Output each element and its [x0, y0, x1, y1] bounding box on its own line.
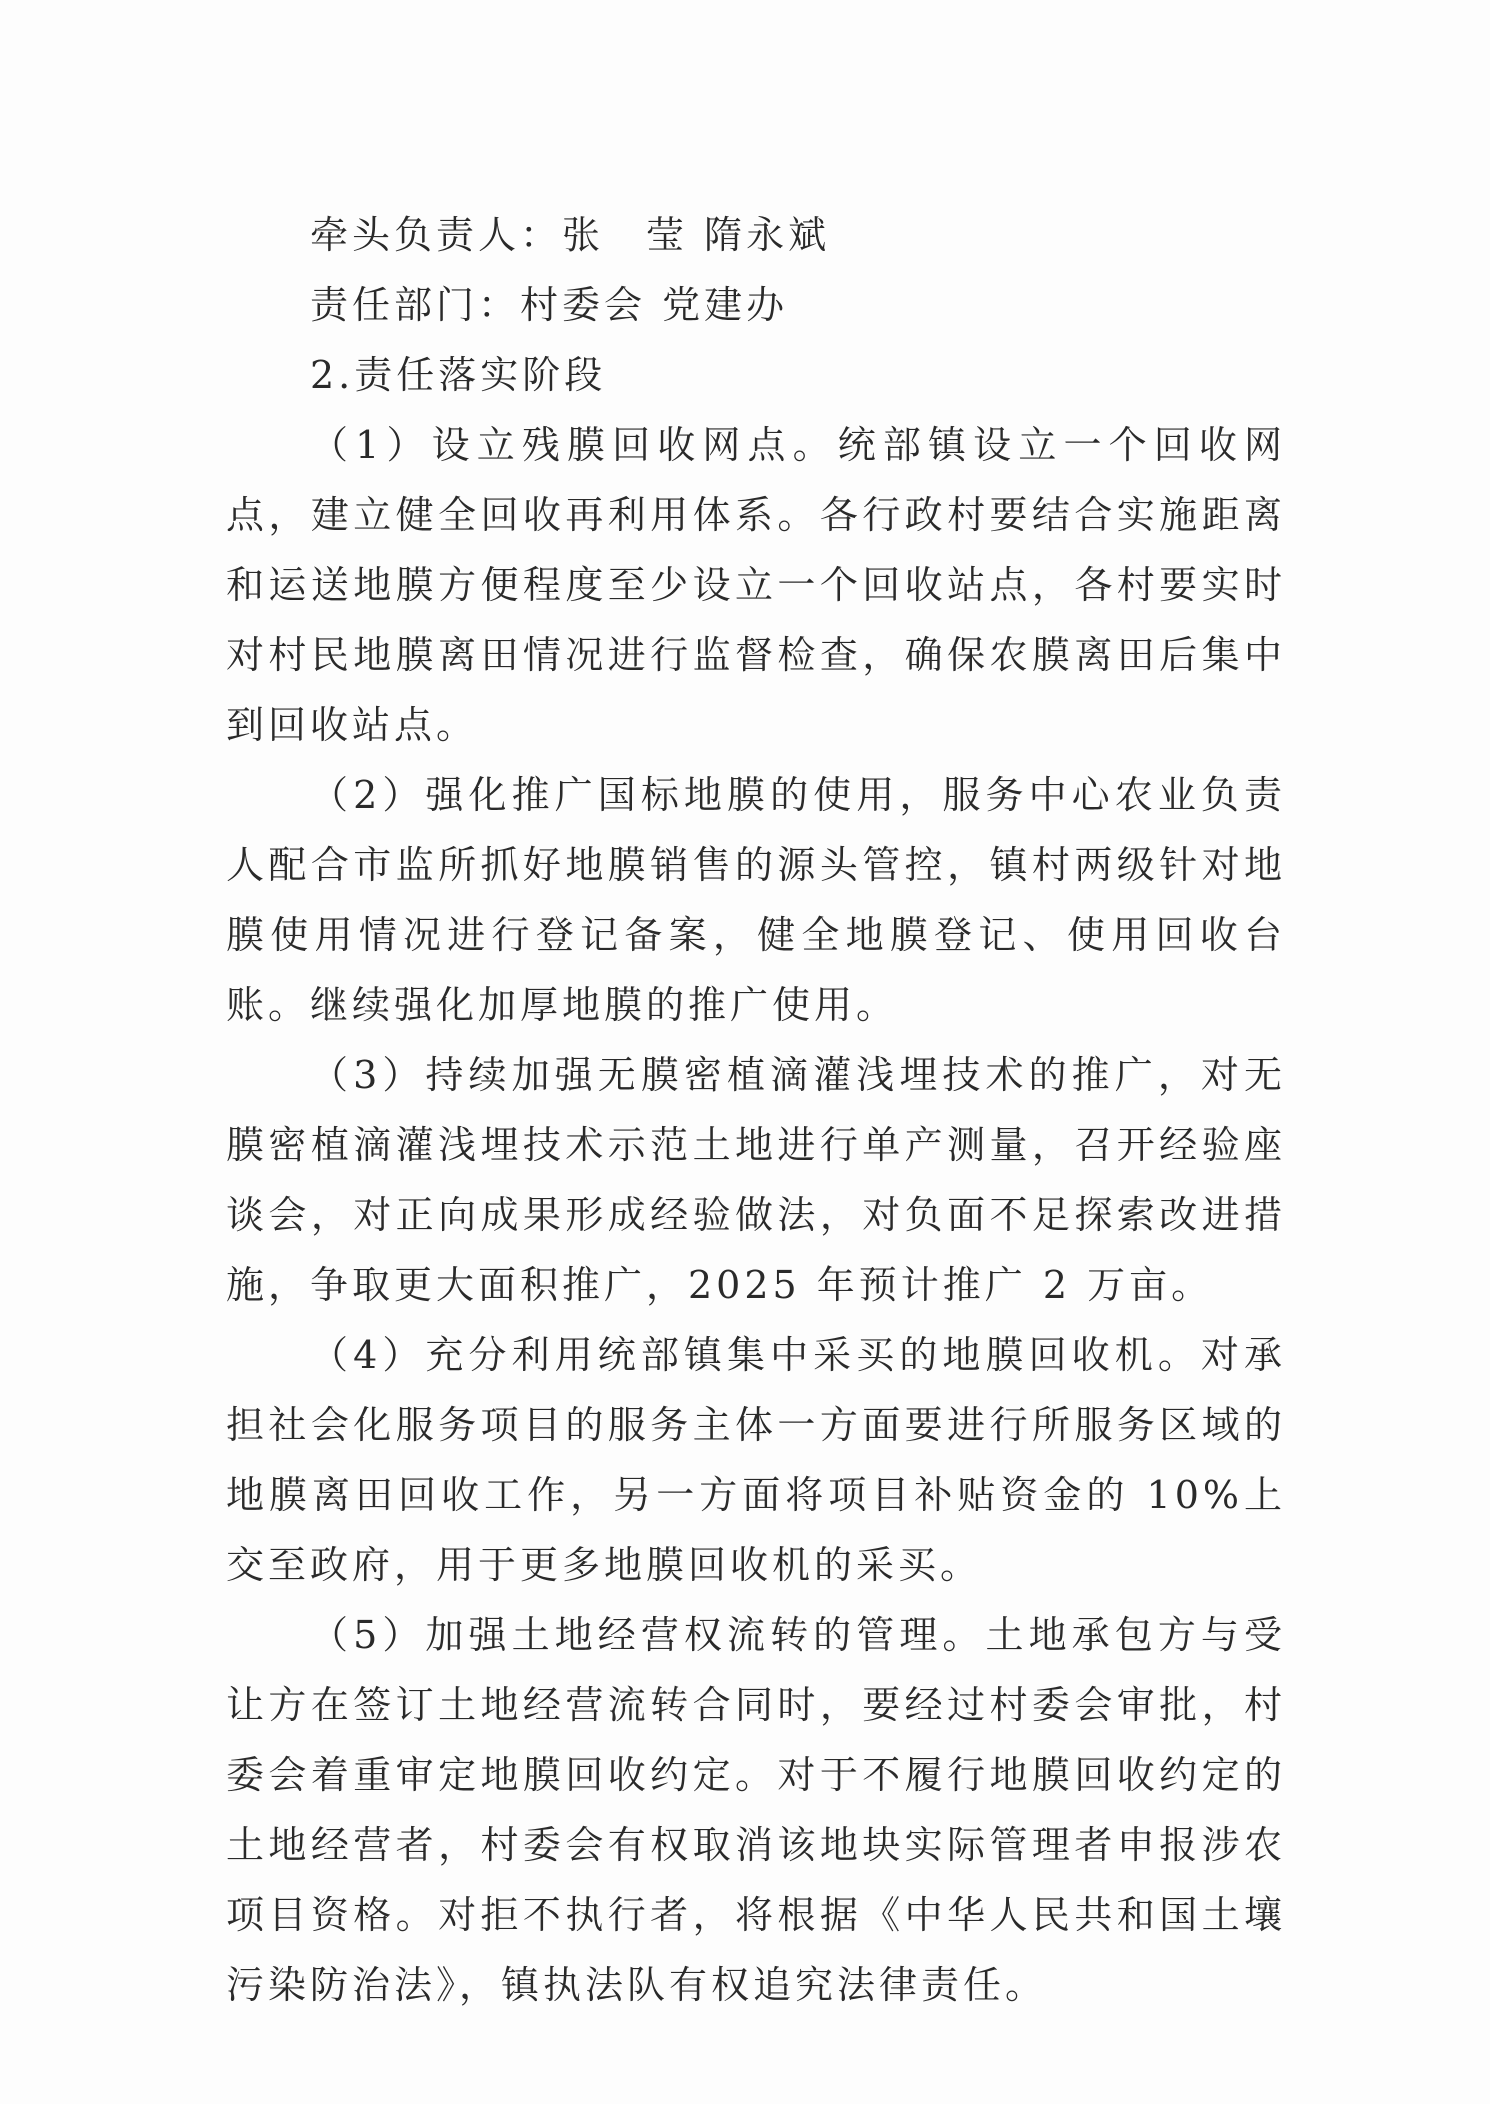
paragraph-1: （1）设立残膜回收网点。统部镇设立一个回收网点，建立健全回收再利用体系。各行政村要结合实施距离和运送地膜方便程度至少设立一个回收站点，各村要实时对村民地膜离田情况进行监督检查，确保农膜离田后集中到回收站点。	[226, 423, 1286, 747]
lead-responsible-line: 牵头负责人：张 莹 隋永斌	[310, 213, 831, 257]
paragraph-2: （2）强化推广国标地膜的使用，服务中心农业负责人配合市监所抓好地膜销售的源头管控，镇村两级针对地膜使用情况进行登记备案，健全地膜登记、使用回收台账。继续强化加厚地膜的推广使用。	[226, 773, 1286, 1027]
paragraph-5: （5）加强土地经营权流转的管理。土地承包方与受让方在签订土地经营流转合同时，要经过村委会审批，村委会着重审定地膜回收约定。对于不履行地膜回收约定的土地经营者，村委会有权取消该地块实际管理者申报涉农项目资格。对拒不执行者，将根据《中华人民共和国土壤污染防治法》，镇执法队有权追究法律责任。	[226, 1613, 1286, 2007]
scan-artifact	[36, 2080, 126, 2086]
section-heading: 2.责任落实阶段	[310, 353, 607, 397]
responsible-department-line: 责任部门：村委会 党建办	[310, 283, 789, 327]
paragraph-4: （4）充分利用统部镇集中采买的地膜回收机。对承担社会化服务项目的服务主体一方面要进行所服务区域的地膜离田回收工作，另一方面将项目补贴资金的 10%上交至政府，用于更多地膜回收机的采买。	[226, 1333, 1286, 1587]
paragraph-3: （3）持续加强无膜密植滴灌浅埋技术的推广，对无膜密植滴灌浅埋技术示范土地进行单产测量，召开经验座谈会，对正向成果形成经验做法，对负面不足探索改进措施，争取更大面积推广，2025 年预计推广 2 万亩。	[226, 1053, 1286, 1307]
document-body	[226, 200, 1286, 2020]
